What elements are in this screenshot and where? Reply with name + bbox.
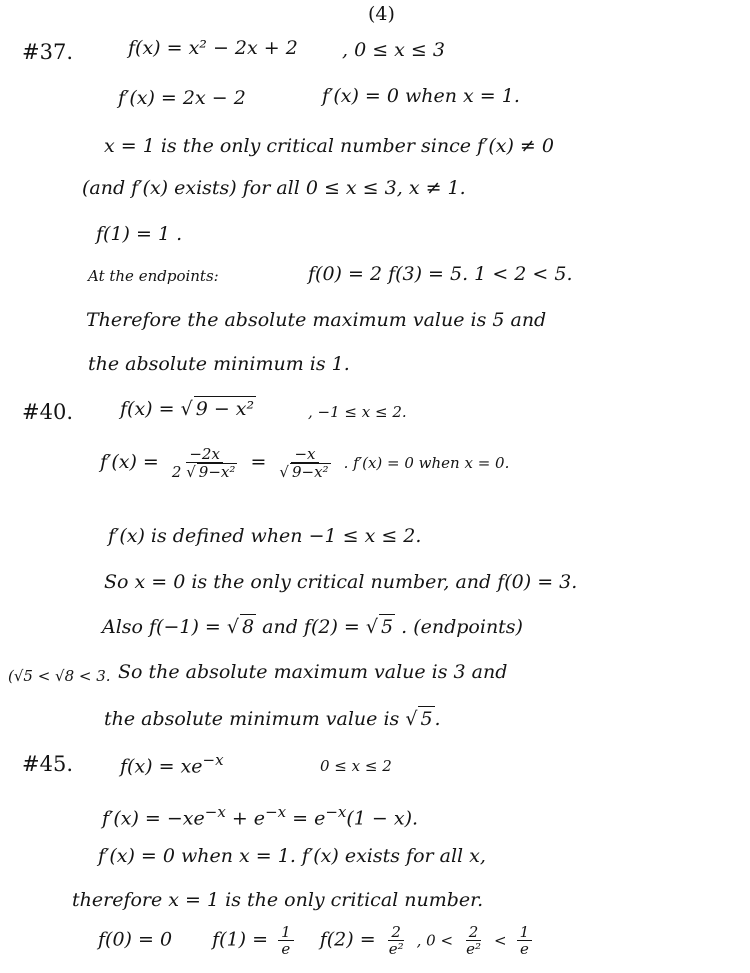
- problem-37-derivative: f′(x) = 2x − 2: [118, 87, 246, 109]
- problem-45-function: [120, 748, 224, 778]
- problem-45-derivative-zero: f′(x) = 0 when x = 1. f′(x) exists for all x,: [98, 845, 486, 867]
- exponent: −x: [204, 803, 226, 821]
- problem-37-f1: f(1) = 1 .: [96, 223, 183, 245]
- problem-40-interval: , −1 ≤ x ≤ 2.: [308, 403, 407, 421]
- problem-45-critical: therefore x = 1 is the only critical number.: [72, 889, 484, 911]
- problem-40-critical: So x = 0 is the only critical number, and f(0) = 3.: [104, 571, 578, 593]
- problem-45-derivative: [102, 800, 418, 830]
- exponent: −x: [325, 803, 347, 821]
- problem-37-derivative-zero: f′(x) = 0 when x = 1.: [322, 85, 520, 107]
- problem-37-exists-statement: (and f′(x) exists) for all 0 ≤ x ≤ 3, x ≠ 1.: [82, 177, 466, 199]
- fraction-denominator: e: [519, 940, 529, 958]
- inequality-text-b: <: [494, 931, 507, 950]
- min-text: the absolute minimum value is: [104, 708, 400, 730]
- fraction-numerator: −x: [291, 446, 318, 463]
- problem-40-label: #40.: [22, 400, 73, 424]
- fraction-numerator: 2: [388, 924, 404, 941]
- radical-sign: √: [226, 616, 240, 638]
- min-radicand: 5: [420, 708, 433, 730]
- f0-value: f(0) = 0: [98, 928, 173, 951]
- derivative-text-d: (1 − x).: [346, 807, 419, 830]
- problem-40-also: [102, 614, 523, 639]
- fraction-numerator: 1: [278, 924, 294, 941]
- problem-45-values: [98, 924, 536, 957]
- problem-40-derivative-zero: . f′(x) = 0 when x = 0.: [343, 454, 510, 472]
- fraction-denominator: [169, 463, 240, 480]
- also-radicand-1: 8: [242, 616, 255, 638]
- fraction-numerator: 1: [517, 924, 533, 941]
- problem-37-endpoints-intro: At the endpoints:: [88, 267, 219, 285]
- also-text-a: Also f(−1) =: [102, 616, 221, 638]
- problem-40-conclusion-max: So the absolute maximum value is 3 and: [118, 661, 508, 683]
- denominator-radicand: 9−x²: [291, 463, 329, 481]
- fraction-denominator: e²: [466, 940, 481, 958]
- inequality-text-a: , 0 <: [416, 931, 454, 950]
- denominator-radicand: 9−x²: [198, 463, 236, 481]
- function-text: f(x) = xe: [120, 755, 203, 778]
- exponent: −x: [265, 803, 287, 821]
- problem-40-function-lhs: f(x) =: [120, 398, 175, 420]
- problem-40-margin-note: (√5 < √8 < 3.: [8, 667, 111, 685]
- also-radicand-2: 5: [380, 616, 394, 638]
- f2-fraction: [386, 924, 407, 957]
- fraction-denominator: e²: [388, 940, 404, 958]
- problem-40-function: [120, 396, 256, 421]
- problem-40-derivative-fraction: [169, 446, 240, 480]
- exponent: −x: [202, 751, 224, 769]
- radical-sign: √: [405, 708, 418, 730]
- equals-sign: =: [250, 451, 267, 473]
- problem-37-conclusion-min: the absolute minimum is 1.: [88, 353, 350, 375]
- problem-45-label: #45.: [22, 752, 73, 776]
- fraction-numerator: 2: [466, 924, 482, 941]
- derivative-text-b: + e: [231, 807, 266, 830]
- min-period: .: [434, 708, 441, 730]
- inequality-fraction-2: [517, 924, 533, 957]
- problem-40-function-radicand: 9 − x²: [195, 398, 255, 420]
- f1-lhs: f(1) =: [212, 928, 269, 951]
- radical-sign: √: [365, 616, 378, 638]
- fraction-numerator: −2x: [186, 446, 223, 463]
- denominator-coefficient: 2: [171, 463, 182, 481]
- f2-lhs: f(2) =: [319, 928, 376, 951]
- problem-45-interval: 0 ≤ x ≤ 2: [320, 757, 392, 775]
- problem-40-defined: f′(x) is defined when −1 ≤ x ≤ 2.: [108, 525, 422, 547]
- problem-37-conclusion-max: Therefore the absolute maximum value is 5 and: [86, 309, 547, 331]
- problem-40-conclusion-min: [104, 706, 441, 731]
- problem-37-function: f(x) = x² − 2x + 2: [128, 37, 298, 59]
- problem-37-label: #37.: [22, 40, 73, 64]
- f1-fraction: [278, 924, 294, 957]
- page-number: (4): [368, 3, 395, 25]
- radical-sign: √: [186, 463, 196, 481]
- also-text-b: and f(2) =: [262, 616, 360, 638]
- derivative-text-c: = e: [292, 807, 326, 830]
- problem-40-derivative-lhs: f′(x) =: [100, 451, 159, 473]
- derivative-text-a: f′(x) = −xe: [102, 807, 205, 830]
- problem-37-endpoint-values: f(0) = 2 f(3) = 5. 1 < 2 < 5.: [308, 263, 573, 285]
- also-text-c: . (endpoints): [401, 616, 523, 638]
- problem-37-interval: , 0 ≤ x ≤ 3: [342, 39, 445, 61]
- radical-sign: √: [180, 398, 193, 420]
- radical-sign: √: [279, 463, 289, 481]
- inequality-fraction-1: [463, 924, 484, 957]
- fraction-denominator: e: [281, 940, 291, 958]
- problem-40-simplified-fraction: [276, 446, 333, 480]
- fraction-denominator: [276, 463, 333, 480]
- problem-40-derivative: [100, 446, 509, 480]
- problem-37-critical-statement: x = 1 is the only critical number since f′(x) ≠ 0: [104, 135, 554, 157]
